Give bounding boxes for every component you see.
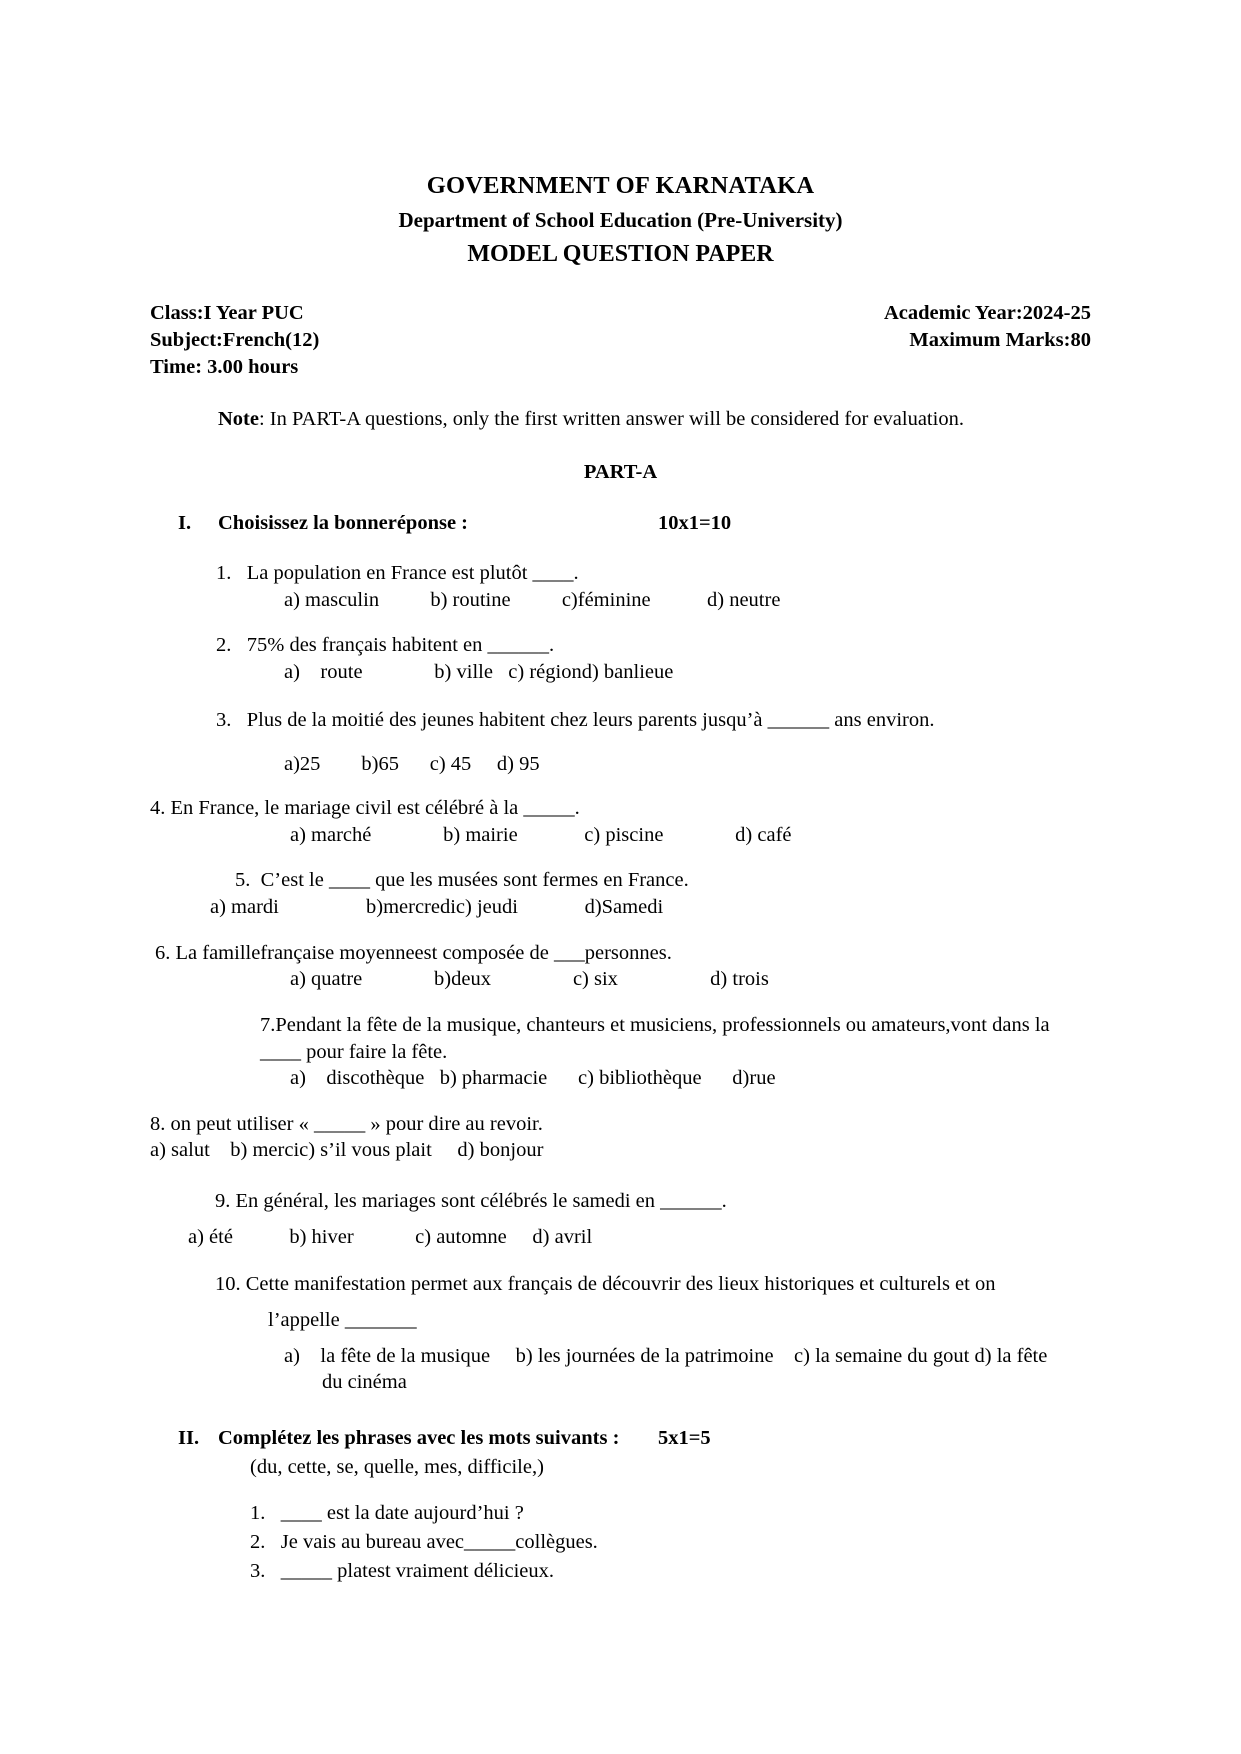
- list-item: [150, 1499, 1091, 1528]
- section-ii-title: Complétez les phrases avec les mots suivants :: [218, 1426, 620, 1449]
- spacer: [150, 1215, 1091, 1224]
- section-ii-item-3-text: _____ platest vraiment délicieux.: [280, 1560, 555, 1583]
- section-ii-item-1-number: 1.: [250, 1502, 266, 1525]
- note-label: Note: [218, 408, 259, 431]
- section-i-title: Choisissez la bonneréponse :: [218, 511, 469, 534]
- question-4-options: a) marché b) mairie c) piscine d) café: [290, 823, 792, 846]
- question-2: [150, 632, 1091, 685]
- question-7-options: a) discothèque b) pharmacie c) bibliothèque d)rue: [290, 1067, 776, 1090]
- question-2-options: a) route b) ville c) régiond) banlieue: [284, 661, 674, 684]
- question-5-options: a) mardi b)mercredic) jeudi d)Samedi: [210, 895, 664, 918]
- list-item: [150, 1528, 1091, 1557]
- question-1-stem: La population en France est plutôt ____.: [246, 562, 579, 585]
- question-3-stem: Plus de la moitié des jeunes habitent chez leurs parents jusqu’à ______ ans environ.: [246, 708, 935, 731]
- question-3-options: a)25 b)65 c) 45 d) 95: [284, 753, 540, 776]
- question-6: [150, 940, 1091, 993]
- question-3: [150, 707, 1091, 778]
- time-value: : 3.00 hours: [195, 355, 299, 378]
- question-4-text: 4. En France, le mariage civil est célébré à la _____.: [150, 797, 580, 820]
- list-item: [150, 1557, 1091, 1586]
- question-7: [150, 1012, 1091, 1092]
- meta-row-time: [150, 354, 1091, 381]
- question-1-text: [150, 560, 1091, 587]
- paper-type-title: MODEL QUESTION PAPER: [467, 241, 774, 268]
- section-ii-wordbank: (du, cette, se, quelle, mes, difficile,): [250, 1455, 544, 1478]
- section-ii-item-2-text: Je vais au bureau avec_____collègues.: [280, 1531, 598, 1554]
- question-5-text: 5. C’est le ____ que les musées sont fermes en France.: [235, 869, 689, 892]
- spacer: [150, 1298, 1091, 1307]
- question-9-text: 9. En général, les mariages sont célébrés le samedi en ______.: [215, 1190, 727, 1213]
- question-7-text-continued: ____ pour faire la fête.: [260, 1040, 448, 1063]
- meta-row-class: [150, 300, 1091, 327]
- question-10-text: 10. Cette manifestation permet aux français de découvrir des lieux historiques et culturels et on: [215, 1273, 996, 1296]
- question-5: [150, 867, 1091, 920]
- section-ii-item-1-text: ____ est la date aujourd’hui ?: [280, 1502, 524, 1525]
- section-ii-number: II.: [178, 1426, 200, 1449]
- question-3-number: 3.: [216, 708, 232, 731]
- question-2-number: 2.: [216, 634, 232, 657]
- time-label: Time: [150, 355, 196, 378]
- question-1: [150, 560, 1091, 613]
- question-10-options-continued: du cinéma: [322, 1371, 407, 1394]
- question-7-text: 7.Pendant la fête de la musique, chanteurs et musiciens, professionnels ou amateurs,vont dans la: [260, 1013, 1050, 1036]
- question-9-options: a) été b) hiver c) automne d) avril: [188, 1225, 593, 1248]
- question-9: [150, 1188, 1091, 1250]
- spacer: [150, 733, 1091, 751]
- part-a-heading: PART-A: [583, 460, 658, 483]
- question-3-text: [150, 707, 1091, 734]
- section-i-number: I.: [178, 511, 192, 534]
- maximum-marks-label: Maximum Marks:80: [909, 328, 1091, 351]
- meta-row-subject: [150, 327, 1091, 354]
- question-6-options: a) quatre b)deux c) six d) trois: [290, 968, 769, 991]
- question-4: [150, 795, 1091, 848]
- class-label: Class:I Year PUC: [150, 302, 304, 325]
- subject-label: Subject:French(12): [150, 328, 320, 351]
- spacer: [150, 1334, 1091, 1343]
- evaluation-note: [150, 406, 1091, 433]
- page-title: GOVERNMENT OF KARNATAKA: [426, 172, 815, 199]
- question-6-text: 6. La famillefrançaise moyenneest composée de ___personnes.: [155, 941, 672, 964]
- section-ii-marks: 5x1=5: [658, 1426, 711, 1449]
- academic-year-label: Academic Year:2024-25: [883, 302, 1091, 325]
- section-ii-items: [150, 1499, 1091, 1586]
- department-subtitle: Department of School Education (Pre-University): [398, 207, 843, 232]
- question-10-text-continued: l’appelle _______: [268, 1308, 417, 1331]
- note-text: : In PART-A questions, only the first written answer will be considered for evaluation.: [258, 408, 964, 431]
- question-1-options: a) masculin b) routine c)féminine d) neutre: [284, 588, 781, 611]
- section-ii-heading: [150, 1425, 1091, 1452]
- question-8-options: a) salut b) mercic) s’il vous plait d) bonjour: [150, 1139, 544, 1162]
- question-2-text: [150, 632, 1091, 659]
- section-i-marks: 10x1=10: [658, 511, 732, 534]
- section-ii-item-3-number: 3.: [250, 1560, 266, 1583]
- document-body: [150, 170, 1091, 1587]
- document-header: [150, 170, 1091, 270]
- section-i-heading: [150, 510, 1091, 537]
- exam-meta-block: [150, 300, 1091, 380]
- question-10-options: a) la fête de la musique b) les journées de la patrimoine c) la semaine du gout d) la fête: [284, 1344, 1048, 1367]
- question-8: [150, 1111, 1091, 1164]
- question-8-text: 8. on peut utiliser « _____ » pour dire au revoir.: [150, 1112, 543, 1135]
- section-ii-item-2-number: 2.: [250, 1531, 266, 1554]
- question-1-number: 1.: [216, 562, 232, 585]
- question-10: [150, 1271, 1091, 1396]
- question-2-stem: 75% des français habitent en ______.: [246, 634, 555, 657]
